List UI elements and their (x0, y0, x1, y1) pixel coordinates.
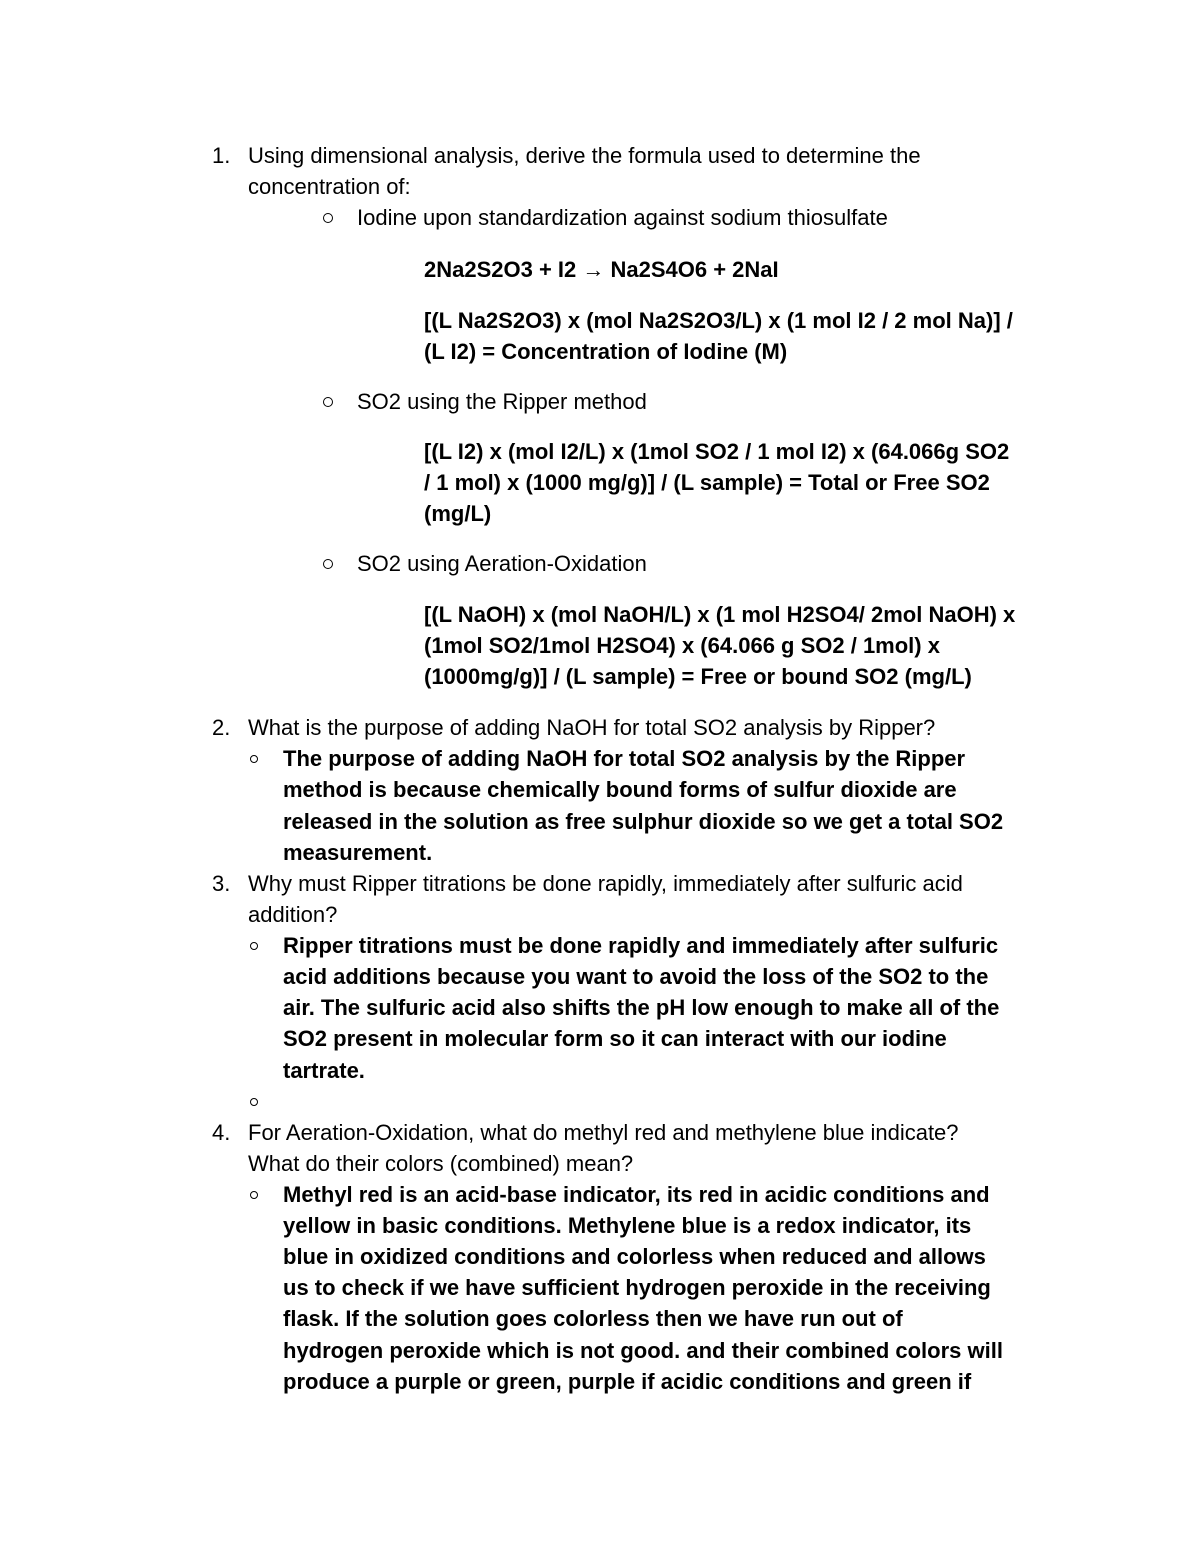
q2-answer-line-4: measurement. (283, 840, 433, 865)
q1-sub-c-formula-line-2: (1mol SO2/1mol H2SO4) x (64.066 g SO2 / 1mol) x (424, 633, 940, 658)
hollow-bullet-icon (323, 559, 333, 569)
q1-number: 1. (212, 143, 231, 168)
q1-sub-c-formula-line-3: (1000mg/g)] / (L sample) = Free or bound SO2 (mg/L) (424, 664, 972, 689)
q1-sub-a-formula-line-1: [(L Na2S2O3) x (mol Na2S2O3/L) x (1 mol I2 / 2 mol Na)] / (424, 308, 1013, 333)
q4-answer-line-5: flask. If the solution goes colorless then we have run out of (283, 1306, 903, 1331)
q4-answer-line-3: blue in oxidized conditions and colorless when reduced and allows (283, 1244, 986, 1269)
q1-text-line-2: concentration of: (248, 174, 411, 199)
hollow-bullet-icon (250, 755, 258, 763)
q3-answer-line-3: air. The sulfuric acid also shifts the pH low enough to make all of the (283, 995, 1000, 1020)
q1-sub-a-equation: 2Na2S2O3 + I2 → Na2S4O6 + 2NaI (424, 257, 779, 282)
q1-sub-b-formula-line-2: / 1 mol) x (1000 mg/g)] / (L sample) = Total or Free SO2 (424, 470, 990, 495)
q1-sub-b-label: SO2 using the Ripper method (357, 389, 647, 414)
q3-answer-line-1: Ripper titrations must be done rapidly and immediately after sulfuric (283, 933, 999, 958)
hollow-bullet-icon (323, 397, 333, 407)
q2-answer-line-3: released in the solution as free sulphur dioxide so we get a total SO2 (283, 809, 1004, 834)
q2-number: 2. (212, 715, 231, 740)
hollow-bullet-icon (250, 1191, 258, 1199)
q1-sub-c-formula-line-1: [(L NaOH) x (mol NaOH/L) x (1 mol H2SO4/ 2mol NaOH) x (424, 602, 1016, 627)
hollow-bullet-icon (250, 942, 258, 950)
q3-question-line-2: addition? (248, 902, 338, 927)
q4-answer-line-6: hydrogen peroxide which is not good. and their combined colors will (283, 1338, 1003, 1363)
q3-answer-line-4: SO2 present in molecular form so it can interact with our iodine (283, 1026, 947, 1051)
q4-answer-line-4: us to check if we have sufficient hydrogen peroxide in the receiving (283, 1275, 991, 1300)
q3-answer-line-2: acid additions because you want to avoid the loss of the SO2 to the (283, 964, 989, 989)
hollow-bullet-icon (323, 213, 333, 223)
q3-answer-line-5: tartrate. (283, 1058, 365, 1083)
q4-answer-line-2: yellow in basic conditions. Methylene blue is a redox indicator, its (283, 1213, 972, 1238)
q4-answer-line-7: produce a purple or green, purple if acidic conditions and green if (283, 1369, 972, 1394)
q1-sub-a-formula-line-2: (L I2) = Concentration of Iodine (M) (424, 339, 788, 364)
q1-sub-b-formula-line-3: (mg/L) (424, 501, 492, 526)
q1-text-line-1: Using dimensional analysis, derive the formula used to determine the (248, 143, 921, 168)
q2-answer-line-1: The purpose of adding NaOH for total SO2 analysis by the Ripper (283, 746, 966, 771)
q4-answer-line-1: Methyl red is an acid-base indicator, its red in acidic conditions and (283, 1182, 990, 1207)
hollow-bullet-icon (250, 1098, 258, 1106)
q4-number: 4. (212, 1120, 231, 1145)
q2-answer-line-2: method is because chemically bound forms of sulfur dioxide are (283, 777, 957, 802)
q1-sub-b-formula-line-1: [(L I2) x (mol I2/L) x (1mol SO2 / 1 mol I2) x (64.066g SO2 (424, 439, 1010, 464)
q1-sub-a-label: Iodine upon standardization against sodium thiosulfate (357, 205, 888, 230)
q4-question-line-2: What do their colors (combined) mean? (248, 1151, 634, 1176)
q4-question-line-1: For Aeration-Oxidation, what do methyl red and methylene blue indicate? (248, 1120, 959, 1145)
q3-question-line-1: Why must Ripper titrations be done rapidly, immediately after sulfuric acid (248, 871, 963, 896)
q1-sub-c-label: SO2 using Aeration-Oxidation (357, 551, 647, 576)
q3-number: 3. (212, 871, 231, 896)
q2-question: What is the purpose of adding NaOH for total SO2 analysis by Ripper? (248, 715, 936, 740)
